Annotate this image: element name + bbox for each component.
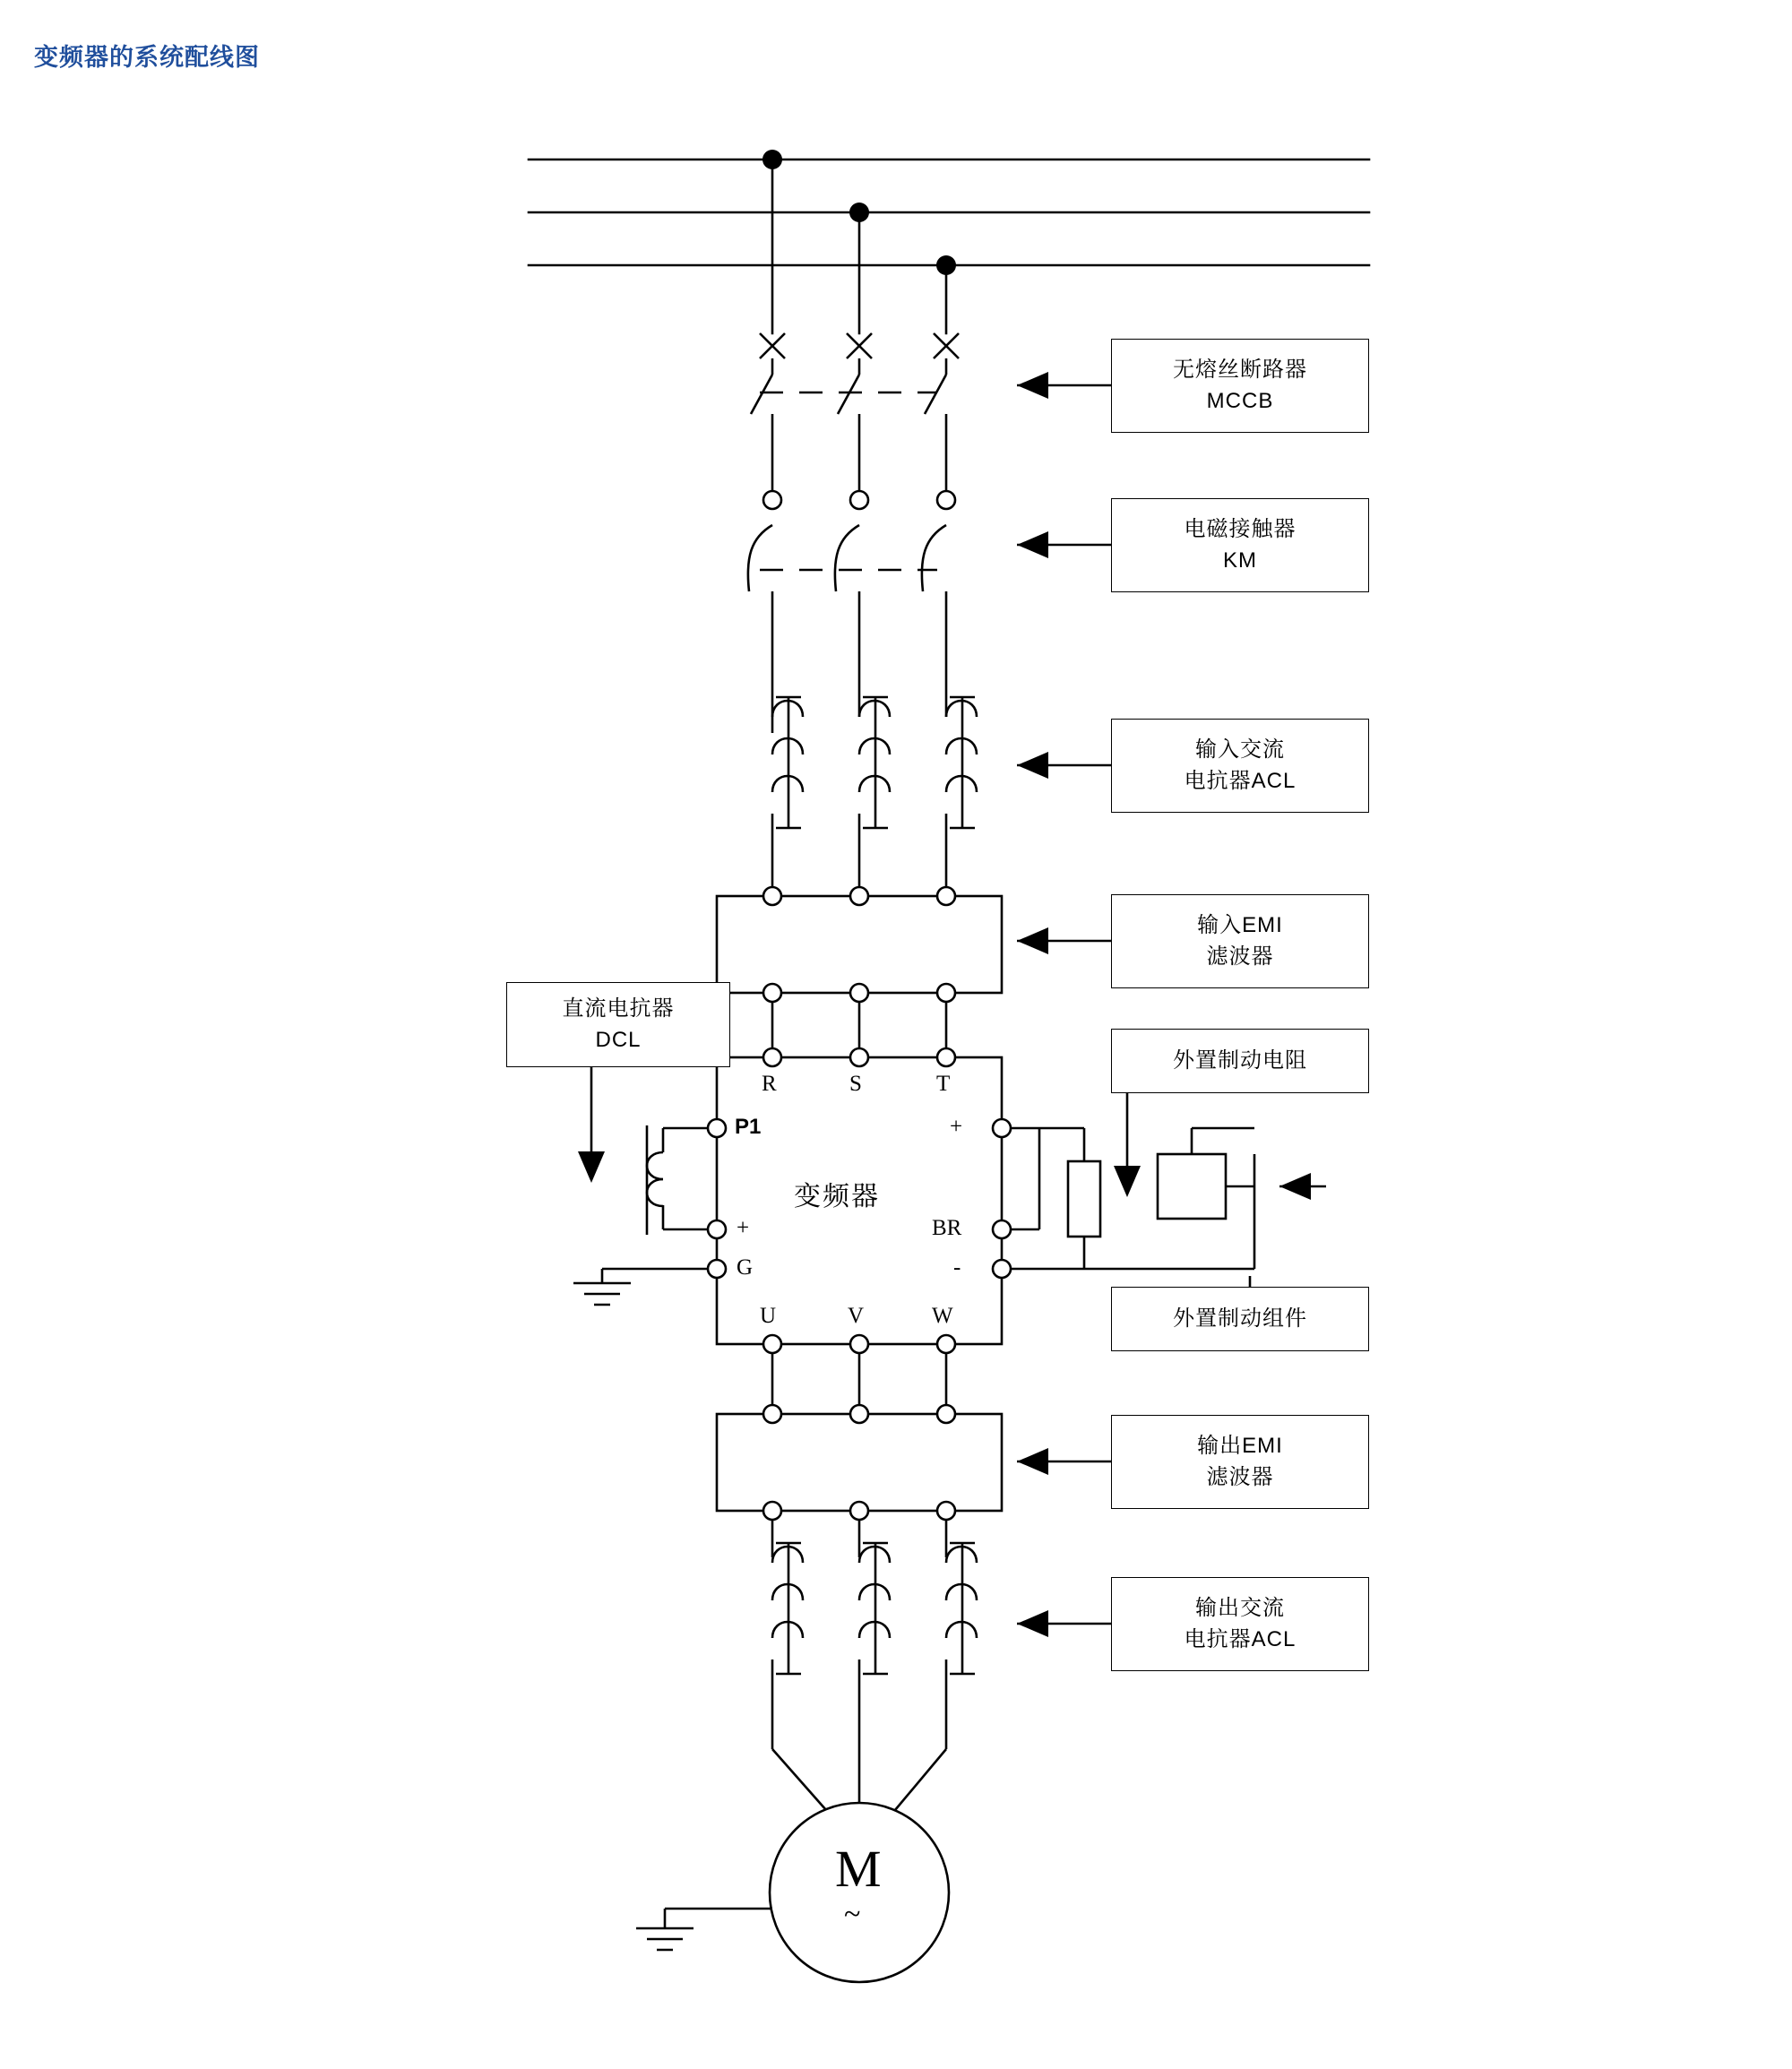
motor-letter: M — [835, 1840, 882, 1898]
callout-brake-resistor-line1: 外置制动电阻 — [1173, 1047, 1307, 1073]
terminal-minus: - — [953, 1255, 961, 1280]
terminal-R: R — [762, 1072, 777, 1096]
terminal-G: G — [737, 1255, 754, 1280]
input-ac-reactor-symbol — [772, 690, 977, 887]
terminal-W: W — [932, 1304, 953, 1328]
callout-input-acl-line1: 输入交流 — [1195, 737, 1285, 762]
callout-contactor[interactable] — [1111, 498, 1369, 592]
callout-dcl-line2: DCL — [595, 1027, 642, 1052]
terminal-S: S — [849, 1072, 862, 1096]
callout-mccb[interactable] — [1111, 339, 1369, 433]
callout-input-emi-line2: 滤波器 — [1206, 944, 1274, 969]
callout-output-emi[interactable] — [1111, 1415, 1369, 1509]
callout-input-acl-line2: 电抗器ACL — [1184, 768, 1297, 793]
dc-reactor-symbol — [647, 1125, 708, 1235]
callout-dcl[interactable] — [506, 982, 730, 1067]
callout-brake-resistor[interactable] — [1111, 1029, 1369, 1093]
output-ac-reactor-symbol — [772, 1520, 977, 1810]
callout-output-acl-line2: 电抗器ACL — [1184, 1626, 1297, 1651]
callout-output-acl[interactable] — [1111, 1577, 1369, 1671]
callout-output-emi-line1: 输出EMI — [1197, 1433, 1283, 1458]
callout-input-emi[interactable] — [1111, 894, 1369, 988]
callout-input-emi-line1: 输入EMI — [1197, 912, 1283, 937]
contactor-symbol — [748, 491, 955, 690]
mccb-symbol — [751, 333, 959, 491]
terminal-BR: BR — [932, 1216, 962, 1240]
callout-contactor-line2: KM — [1223, 547, 1257, 573]
motor-wave: ~ — [844, 1898, 861, 1931]
page-title: 变频器的系统配线图 — [34, 44, 260, 71]
callout-output-acl-line1: 输出交流 — [1195, 1595, 1285, 1620]
callout-contactor-line1: 电磁接触器 — [1184, 516, 1297, 541]
input-emi-filter-box — [717, 887, 1002, 1057]
terminal-T: T — [936, 1072, 951, 1096]
callout-output-emi-line2: 滤波器 — [1206, 1464, 1274, 1489]
output-emi-filter-box — [717, 1405, 1002, 1520]
terminal-V: V — [848, 1304, 865, 1328]
terminal-plus-left: + — [737, 1216, 750, 1240]
callout-input-acl[interactable] — [1111, 719, 1369, 813]
terminal-U: U — [760, 1304, 777, 1328]
callout-dcl-line1: 直流电抗器 — [562, 996, 675, 1021]
motor-ground-symbol — [636, 1909, 772, 1950]
callout-brake-unit-line1: 外置制动组件 — [1173, 1306, 1307, 1331]
terminal-plus-right: + — [950, 1115, 963, 1139]
inverter-ground-symbol — [573, 1269, 708, 1305]
callout-mccb-line2: MCCB — [1206, 388, 1274, 413]
inverter-label: 变频器 — [794, 1182, 880, 1211]
callout-brake-unit[interactable] — [1111, 1287, 1369, 1351]
braking-circuit — [1011, 1128, 1254, 1269]
terminal-P1: P1 — [735, 1115, 762, 1139]
callout-mccb-line1: 无熔丝断路器 — [1173, 357, 1307, 382]
